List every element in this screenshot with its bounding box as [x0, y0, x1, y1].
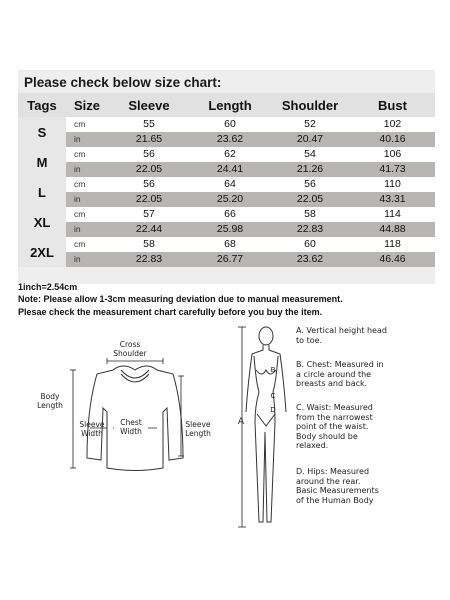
annotation-a: A. Vertical height head to toe.	[296, 326, 387, 345]
table-cell: 102	[350, 117, 435, 132]
table-cell: 40.16	[350, 132, 435, 147]
table-row	[18, 147, 435, 162]
sleeve-width-label: Sleeve Width	[79, 420, 105, 438]
table-cell: 56	[108, 147, 190, 162]
table-row	[18, 237, 435, 252]
unit-label: in	[66, 222, 108, 237]
size-tag: M	[18, 147, 66, 177]
table-row	[18, 132, 435, 147]
table-cell: 118	[350, 237, 435, 252]
size-chart-title: Please check below size chart:	[24, 75, 222, 90]
table-cell: 43.31	[350, 192, 435, 207]
table-cell: 68	[190, 237, 270, 252]
table-cell: 106	[350, 147, 435, 162]
table-cell: 62	[190, 147, 270, 162]
cross-shoulder-label: Cross Shoulder	[113, 340, 147, 358]
table-cell: 56	[270, 177, 350, 192]
table-cell: 23.62	[190, 132, 270, 147]
table-cell: 22.44	[108, 222, 190, 237]
table-cell: 22.05	[270, 192, 350, 207]
table-cell: 55	[108, 117, 190, 132]
table-row	[18, 252, 435, 267]
table-cell: 25.20	[190, 192, 270, 207]
table-cell: 52	[270, 117, 350, 132]
column-header: Bust	[350, 93, 435, 117]
table-cell: 21.65	[108, 132, 190, 147]
table-cell: 58	[108, 237, 190, 252]
size-tag: 2XL	[18, 237, 66, 267]
table-cell: 22.05	[108, 162, 190, 177]
unit-label: in	[66, 162, 108, 177]
size-tag: XL	[18, 207, 66, 237]
unit-label: in	[66, 252, 108, 267]
annotation-b: B. Chest: Measured in a circle around the breasts and back.	[296, 360, 384, 388]
body-letter-a: A	[237, 417, 245, 427]
table-cell: 46.46	[350, 252, 435, 267]
table-cell: 24.41	[190, 162, 270, 177]
deviation-note: Note: Please allow 1-3cm measuring deviation due to manual measurement.	[18, 294, 343, 304]
table-cell: 22.05	[108, 192, 190, 207]
table-cell: 22.83	[108, 252, 190, 267]
body-letter-b: B	[270, 366, 276, 374]
unit-label: cm	[66, 237, 108, 252]
table-cell: 20.47	[270, 132, 350, 147]
unit-label: cm	[66, 207, 108, 222]
unit-label: in	[66, 192, 108, 207]
unit-label: cm	[66, 117, 108, 132]
table-cell: 54	[270, 147, 350, 162]
table-cell: 60	[190, 117, 270, 132]
table-cell: 44.88	[350, 222, 435, 237]
table-cell: 25.98	[190, 222, 270, 237]
table-cell: 110	[350, 177, 435, 192]
column-header: Shoulder	[270, 93, 350, 117]
column-header: Sleeve	[108, 93, 190, 117]
annotation-c: C. Waist: Measured from the narrowest point of the waist. Body should be relaxed.	[296, 403, 373, 450]
chest-width-label: Chest Width	[114, 418, 148, 436]
table-cell: 58	[270, 207, 350, 222]
table-cell: 57	[108, 207, 190, 222]
annotation-d: D. Hips: Measured around the rear. Basic Measurements of the Human Body	[296, 467, 379, 505]
table-row	[18, 207, 435, 222]
size-chart-table	[18, 93, 435, 267]
table-row	[18, 192, 435, 207]
table-cell: 41.73	[350, 162, 435, 177]
unit-label: in	[66, 132, 108, 147]
table-header-row	[18, 93, 435, 117]
table-cell: 56	[108, 177, 190, 192]
table-cell: 22.83	[270, 222, 350, 237]
table-row	[18, 222, 435, 237]
unit-label: cm	[66, 147, 108, 162]
table-cell: 66	[190, 207, 270, 222]
sleeve-length-label: Sleeve Length	[185, 420, 211, 438]
check-note: Plesae check the measurement chart carefully before you buy the item.	[18, 307, 323, 317]
table-cell: 60	[270, 237, 350, 252]
body-letter-d: D	[270, 406, 276, 414]
table-cell: 23.62	[270, 252, 350, 267]
table-cell: 64	[190, 177, 270, 192]
table-cell: 26.77	[190, 252, 270, 267]
table-row	[18, 117, 435, 132]
human-body-diagram	[228, 322, 288, 532]
body-length-label: Body Length	[37, 392, 63, 410]
body-letter-c: C	[270, 392, 276, 400]
table-row	[18, 177, 435, 192]
unit-label: cm	[66, 177, 108, 192]
column-header: Tags	[18, 93, 66, 117]
table-cell: 21.26	[270, 162, 350, 177]
column-header: Size	[66, 93, 108, 117]
table-cell: 114	[350, 207, 435, 222]
column-header: Length	[190, 93, 270, 117]
size-tag: L	[18, 177, 66, 207]
table-row	[18, 162, 435, 177]
size-tag: S	[18, 117, 66, 147]
conversion-note: 1inch=2.54cm	[18, 282, 78, 292]
